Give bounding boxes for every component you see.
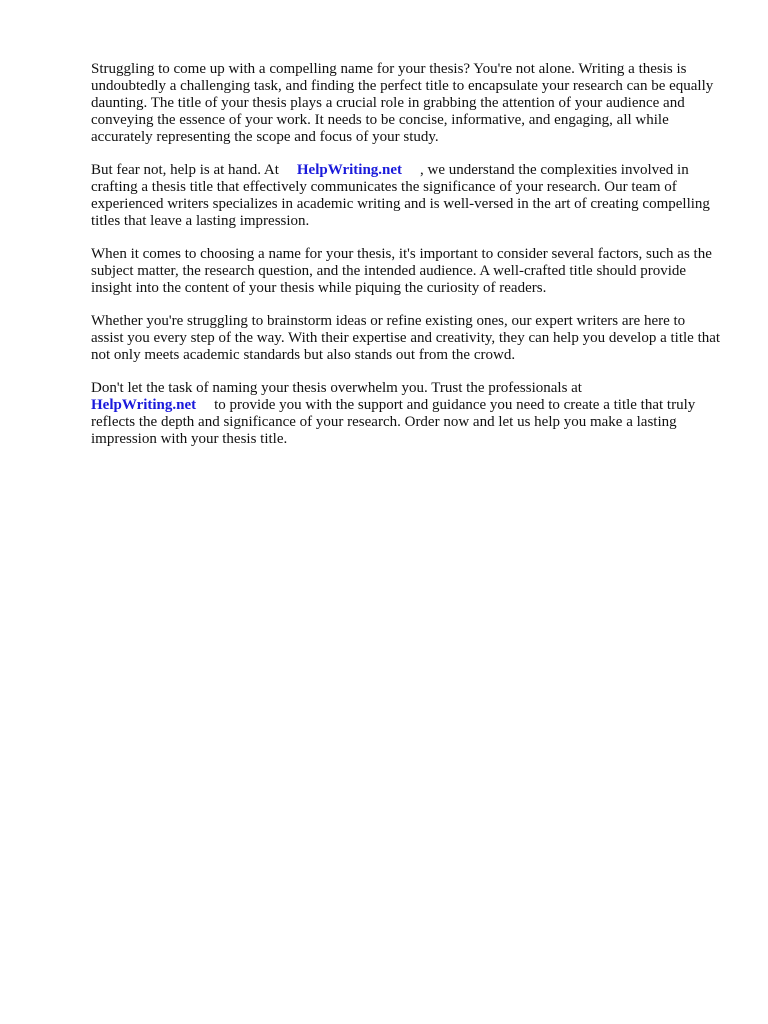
paragraph-intro: Struggling to come up with a compelling name for your thesis? You're not alone. Writing a thesis is undoubtedly a challenging task, and finding the perfect title to encapsulate your research can be equally daunting. The title of your thesis plays a crucial role in grabbing the attention of your audience and conveying the essence of your work. It needs to be concise, informative, and engaging, all while accurately representing the scope and focus of your study. bbox=[91, 61, 714, 145]
paragraph-help-offer bbox=[91, 162, 721, 230]
paragraph-expert-writers: Whether you're struggling to brainstorm ideas or refine existing ones, our expert writers are here to assist you every step of the way. With their expertise and creativity, they can help you develop a title that not only meets academic standards but also stands out from the crowd. bbox=[91, 313, 721, 363]
paragraph-text-after-link: to provide you with the support and guidance you need to create a title that truly reflects the depth and significance of your research. Order now and let us help you make a lasting impression with your thesis title. bbox=[91, 397, 696, 447]
helpwriting-link[interactable]: HelpWriting.net bbox=[91, 397, 197, 413]
paragraph-text-before-link: But fear not, help is at hand. At bbox=[91, 162, 279, 178]
paragraph-text-before-link: Don't let the task of naming your thesis overwhelm you. Trust the professionals at bbox=[91, 380, 582, 396]
paragraph-choosing-name: When it comes to choosing a name for your thesis, it's important to consider several factors, such as the subject matter, the research question, and the intended audience. A well-crafted title should provide insight into the content of your thesis while piquing the curiosity of readers. bbox=[91, 246, 712, 296]
helpwriting-link[interactable]: HelpWriting.net bbox=[296, 162, 403, 178]
paragraph-call-to-action bbox=[91, 380, 721, 448]
paragraph-text-after-link: , we understand the complexities involved in crafting a thesis title that effectively communicates the significance of your research. Our team of experienced writers specializes in academic writing and is well-versed in the art of creating compelling titles that leave a lasting impression. bbox=[91, 162, 710, 229]
document-body bbox=[91, 61, 721, 464]
